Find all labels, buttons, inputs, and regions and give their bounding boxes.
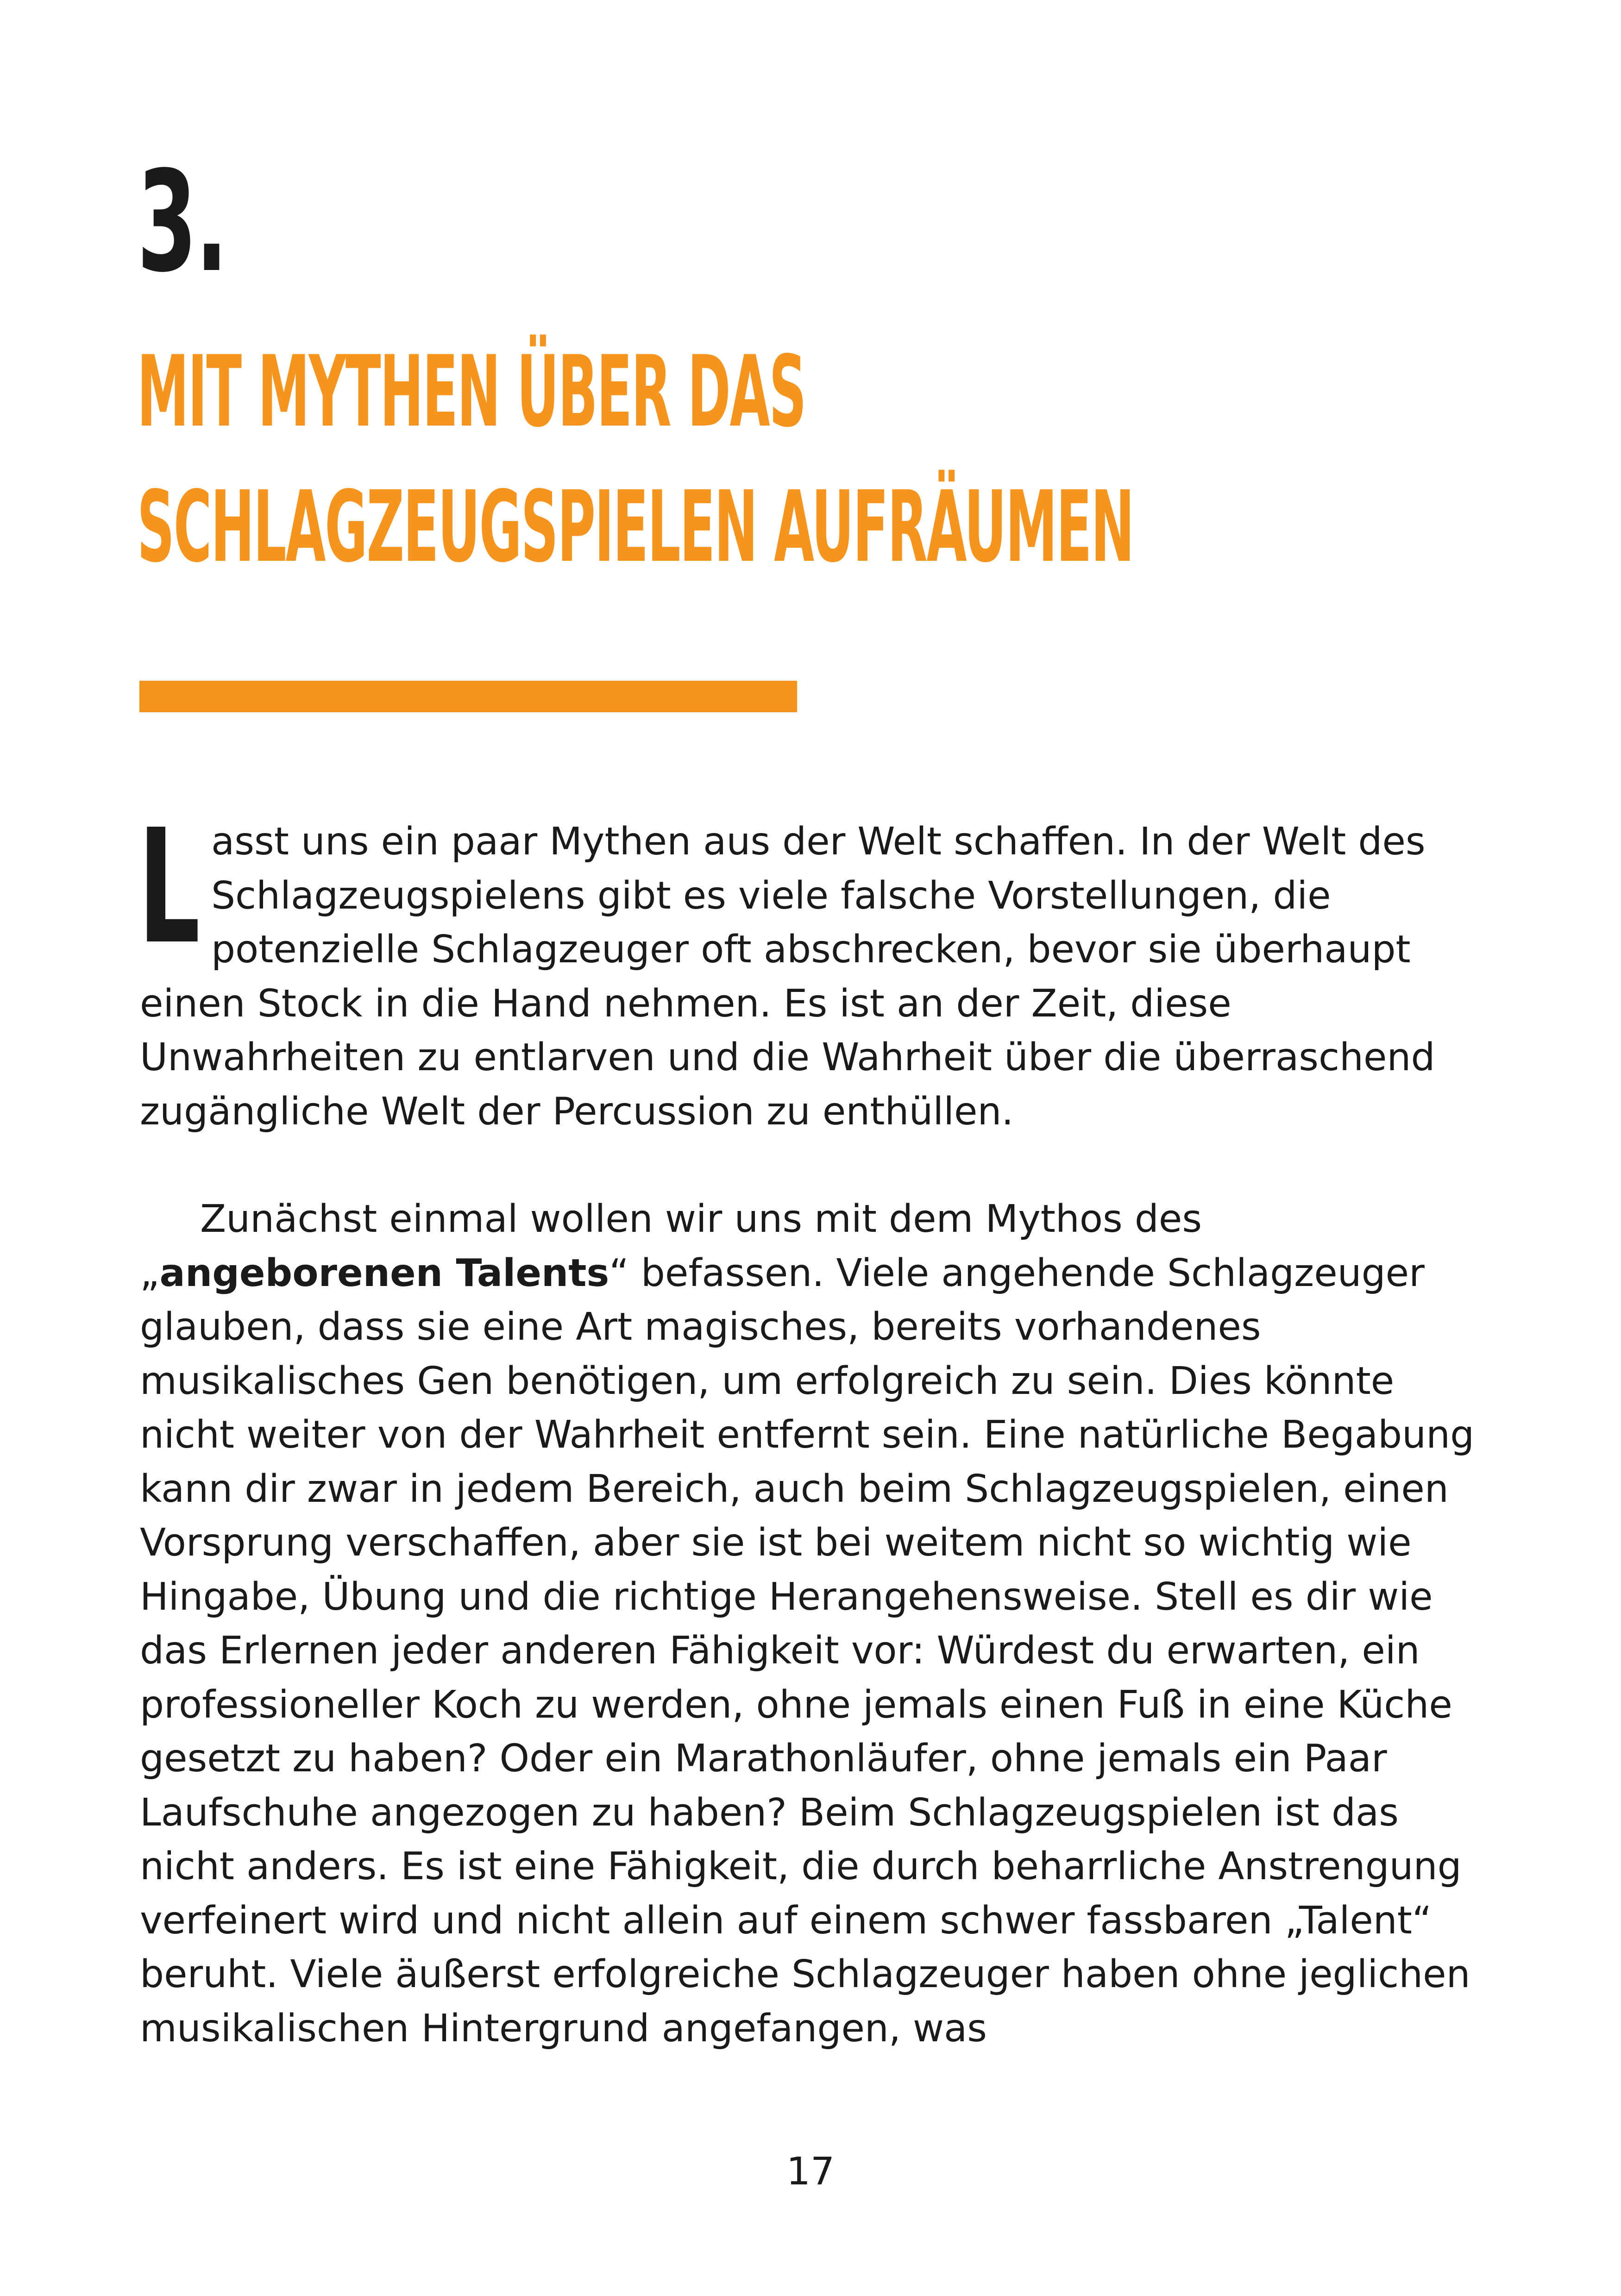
chapter-title <box>137 324 1621 595</box>
paragraph-intro-rest: einen Stock in die Hand nehmen. Es ist an der Zeit, diese Unwahrheiten zu entlarven und die Wahrheit über die überraschend zugängliche Welt der Percussion zu enthüllen. <box>140 981 1435 1134</box>
chapter-body <box>138 796 1497 2056</box>
paragraph-intro <box>138 796 1497 1139</box>
paragraph-intro-line-3: potenzielle Schlagzeuger oft abschrecken, bevor sie überhaupt <box>211 928 1411 972</box>
chapter-title-line-1: MIT MYTHEN ÜBER DAS <box>137 334 806 449</box>
paragraph-intro-line-2: Schlagzeugspielens gibt es viele falsche Vorstellungen, die <box>211 873 1331 918</box>
bold-term-innate-talent: angeborenen Talents <box>159 1251 609 1295</box>
paragraph-talent-myth <box>140 1192 1497 2056</box>
chapter-number: 3. <box>137 141 226 303</box>
paragraph-talent-intro: Zunächst einmal wollen wir uns mit dem Mythos des <box>200 1197 1202 1241</box>
open-quote: „ <box>140 1251 160 1295</box>
title-divider-bar <box>139 681 797 712</box>
paragraph-talent-body: “ befassen. Viele angehende Schlagzeuger glauben, dass sie eine Art magisches, bereits vorhandenes musikalisches Gen benötigen, um erfolgreich zu sein. Dies könnte nicht weiter von der Wahrheit entfernt sein. Eine natürliche Begabung kann dir zwar in jedem Bereich, auch beim Schlagzeugspielen, einen Vorsprung verschaffen, aber sie ist bei weitem nicht so wichtig wie Hingabe, Übung und die richtige Herangehensweise. Stell es dir wie das Erlernen jeder anderen Fähigkeit vor: Würdest du erwarten, ein professioneller Koch zu werden, ohne jemals einen Fuß in eine Küche gesetzt zu haben? Oder ein Marathonläufer, ohne jemals ein Paar Laufschuhe angezogen zu haben? Beim Schlagzeugspielen ist das nicht anders. Es ist eine Fähigkeit, die durch beharrliche Anstrengung verfeinert wird und nicht allein auf einem schwer fassbaren „Talent“ beruht. Viele äußerst erfolgreiche Schlagzeuger haben ohne jeglichen musikalischen Hintergrund angefangen, was <box>140 1251 1475 2051</box>
page-number: 17 <box>786 2150 835 2194</box>
drop-cap: L <box>138 796 201 979</box>
paragraph-intro-line-1: asst uns ein paar Mythen aus der Welt schaffen. In der Welt des <box>211 820 1426 864</box>
chapter-title-line-2: SCHLAGZEUGSPIELEN AUFRÄUMEN <box>137 470 1134 584</box>
